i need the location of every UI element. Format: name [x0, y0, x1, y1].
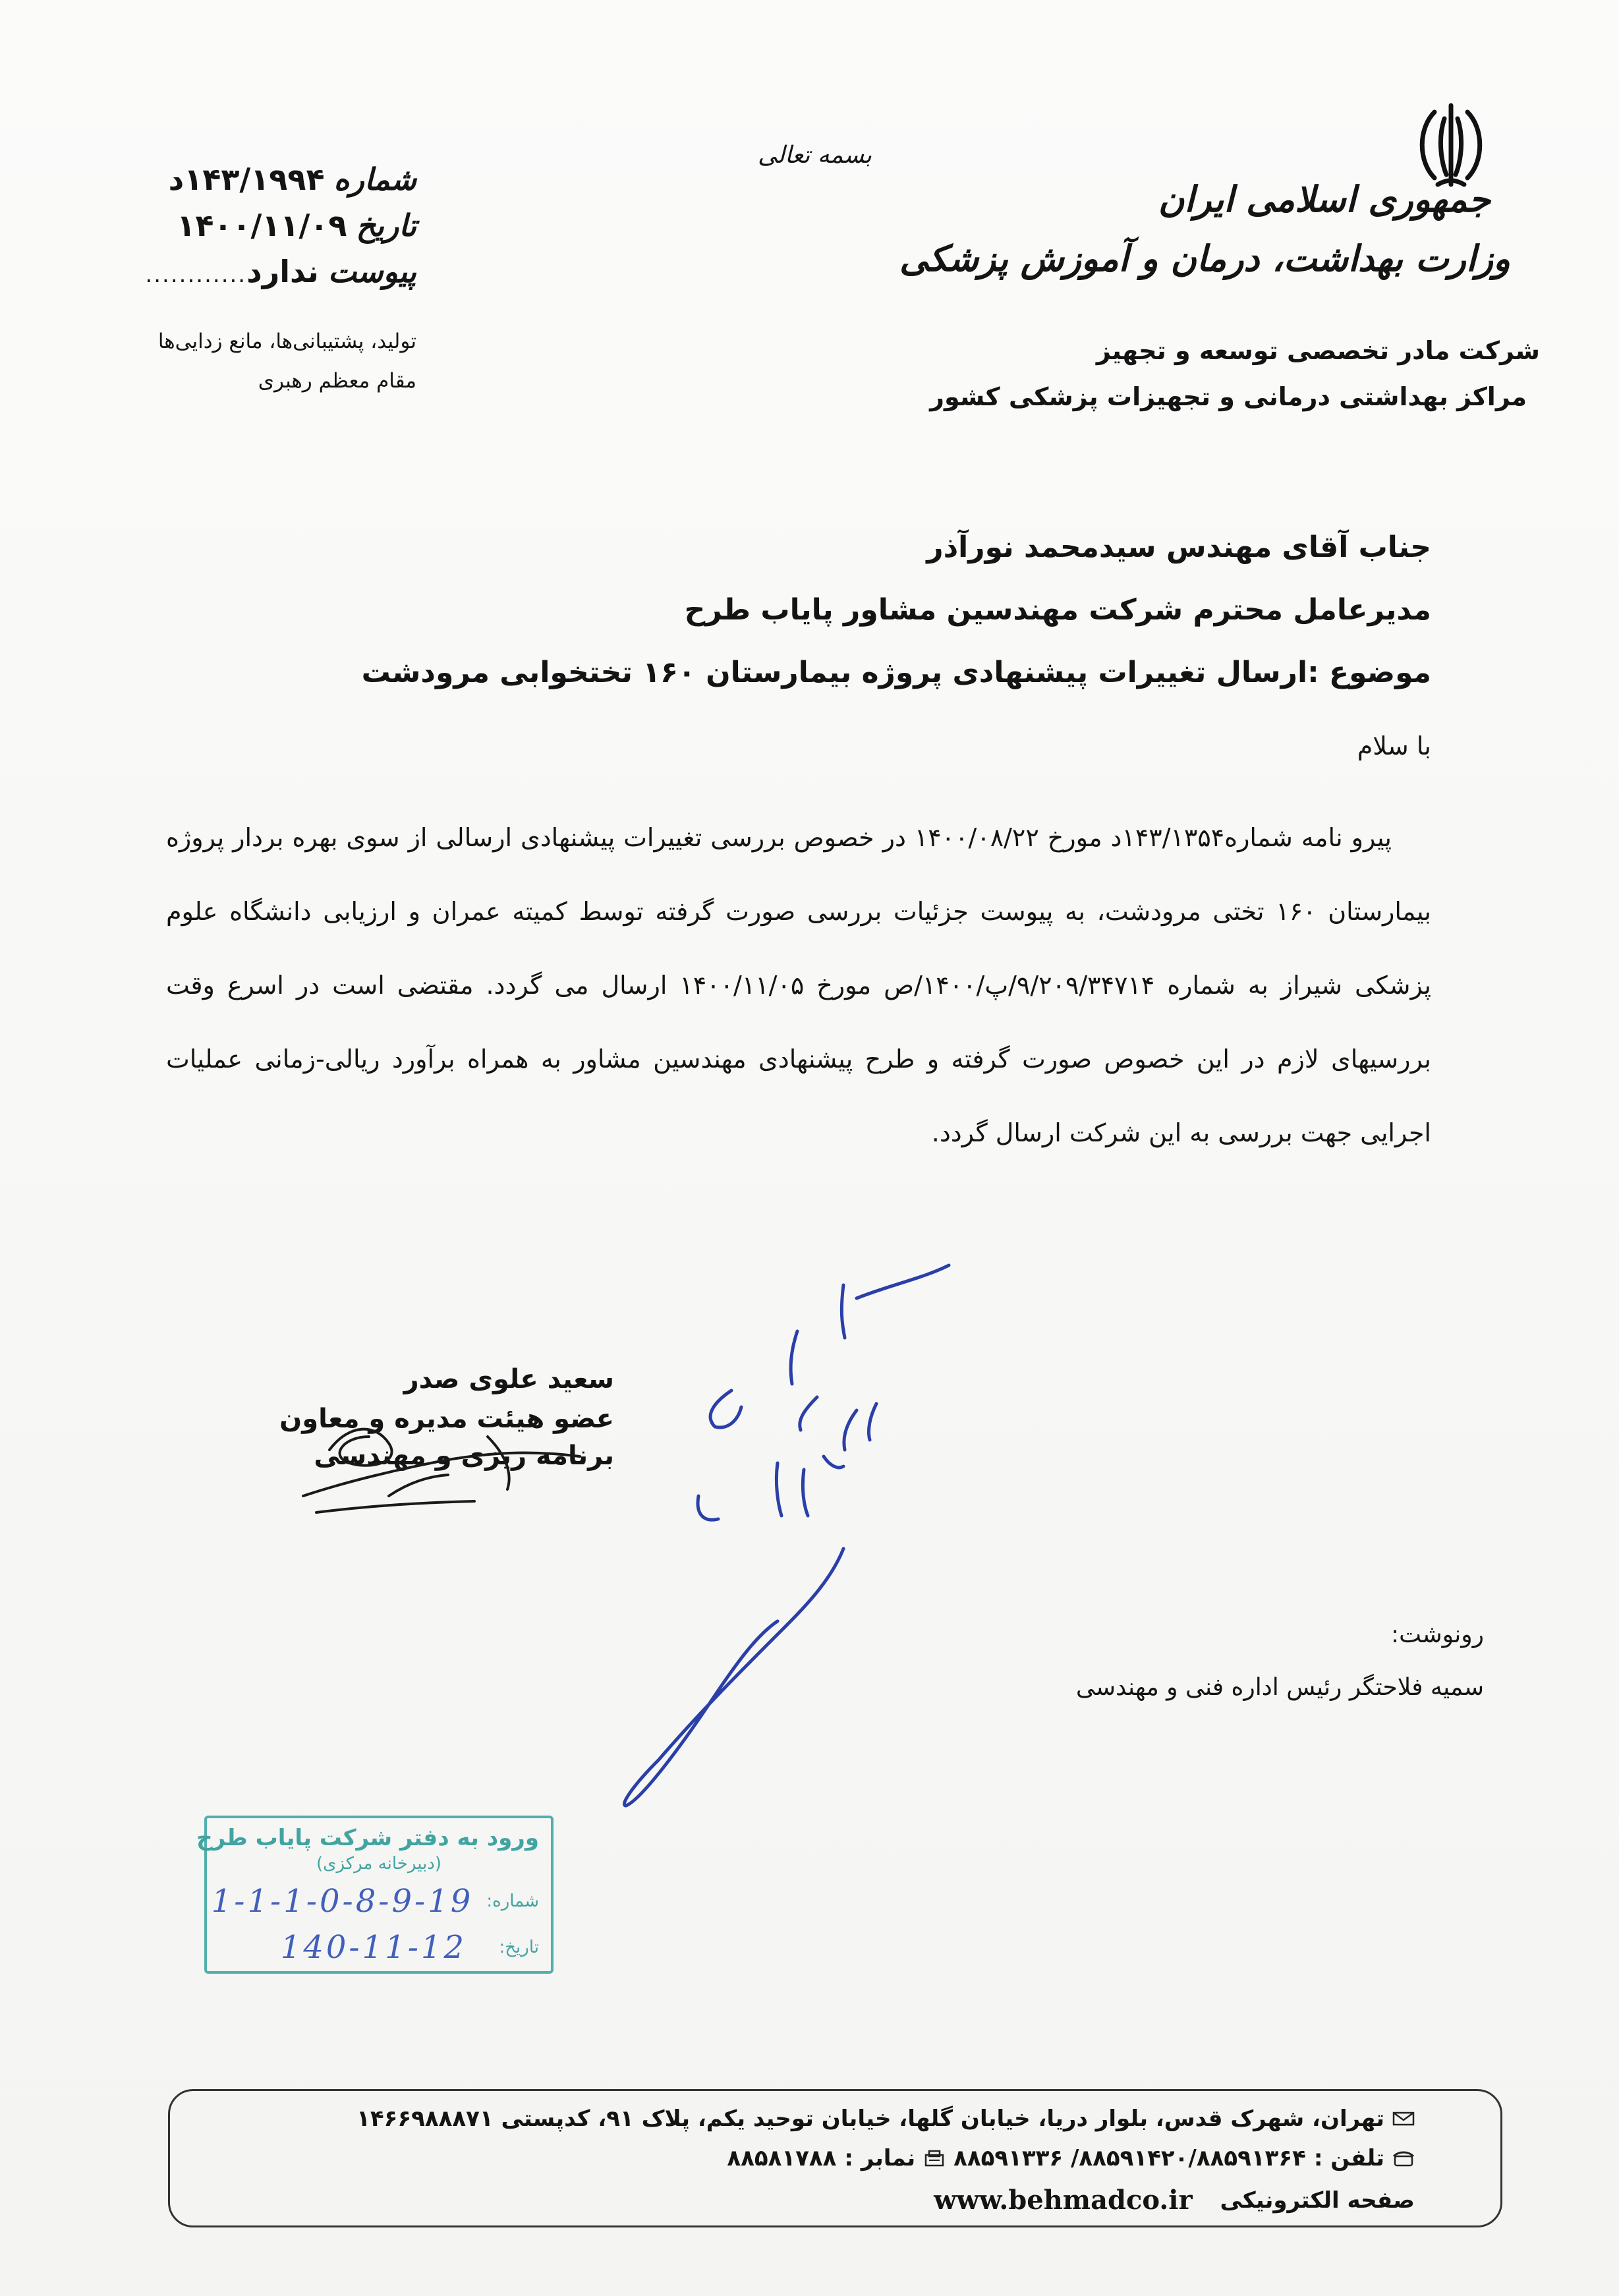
subject: موضوع :ارسال تغییرات پیشنهادی پروژه بیمارستان ۱۶۰ تختخوابی مرودشت [361, 656, 1431, 689]
cc-recipient: سمیه فلاحتگر رئیس اداره فنی و مهندسی [1075, 1674, 1484, 1701]
stamp-title: ورود به دفتر شرکت پایاب طرح [196, 1825, 539, 1851]
number-value: ۱۴۳/۱۹۹۴د [168, 161, 325, 197]
letter-attachment [145, 254, 416, 289]
letter-number [169, 161, 416, 197]
signatory-title: عضو هیئت مدیره و معاون برنامه ریزی و مهندسی [279, 1404, 614, 1471]
stamp-date-label: تاریخ: [499, 1937, 539, 1957]
slogan-line-2: مقام معظم رهبری [258, 369, 416, 393]
signatory-name: سعید علوی صدر [403, 1364, 614, 1394]
greeting: با سلام [1357, 732, 1431, 761]
footer-address-text: تهران، شهرک قدس، بلوار دریا، خیابان گلها، خیابان توحید یکم، پلاک ۹۱، کدپستی ۱۴۶۶۹۸۸۸۷۱ [356, 2106, 1384, 2132]
cc-label: رونوشت: [1390, 1621, 1484, 1648]
number-label: شماره [333, 161, 416, 197]
letter-date [177, 208, 416, 243]
attachment-value: ندارد [246, 254, 319, 289]
fax-icon [923, 2150, 946, 2167]
web-label: صفحه الکترونیکی [1220, 2187, 1415, 2214]
stamp-subtitle: (دبیرخانه مرکزی) [316, 1854, 442, 1874]
handwritten-note-icon [580, 1239, 1041, 1832]
footer-address [356, 2106, 1415, 2132]
footer-web [934, 2185, 1415, 2216]
stamp-date-row [219, 1929, 539, 1966]
ministry-line-2: وزارت بهداشت، درمان و آموزش پزشکی [899, 237, 1510, 279]
fax-value: ۸۸۵۸۱۷۸۸ [727, 2145, 837, 2171]
recipient-position: مدیرعامل محترم شرکت مهندسین مشاور پایاب طرح [684, 593, 1431, 627]
stamp-number-label: شماره: [486, 1891, 539, 1911]
ministry-line-1: جمهوری اسلامی ایران [1158, 178, 1491, 220]
attachment-label: پیوست [327, 254, 416, 289]
phone-icon [1392, 2150, 1415, 2167]
attachment-dots: ............ [145, 262, 247, 288]
recipient: جناب آقای مهندس سیدمحمد نورآذر [926, 531, 1431, 564]
stamp-number-value: 1-1-1-0-8-9-19 [211, 1883, 474, 1920]
stamp-date-value: 140-11-12 [280, 1929, 467, 1966]
footer-contact [727, 2145, 1415, 2171]
letter-body: پیرو نامه شماره۱۴۳/۱۳۵۴د مورخ ۱۴۰۰/۰۸/۲۲ در خصوص بررسی تغییرات پیشنهادی ارسالی از سوی بهره بردار پروژه بیمارستان ۱۶۰ تختی مرودشت، به پیوست جزئیات بررسی صورت گرفته توسط کمیته عمران و ارزیابی دانشگاه علوم پزشکی شیراز به شماره ۹/۲۰۹/۳۴۷۱۴/پ/۱۴۰۰/ص مورخ ۱۴۰۰/۱۱/۰۵ ارسال می گردد. مقتضی است در اسرع وقت بررسیهای لازم در این خصوص صورت گرفته و طرح پیشنهادی مهندسین مشاور به همراه برآورد ریالی-زمانی عملیات اجرایی جهت بررسی به این شرکت ارسال گردد. [166, 823, 1431, 1147]
date-label: تاریخ [356, 208, 416, 243]
fax-label: نمابر : [844, 2145, 916, 2171]
signature-scribble-icon [290, 1397, 606, 1529]
footer-box [168, 2089, 1502, 2227]
receipt-stamp [196, 1816, 554, 1974]
phone-value: ۸۸۵۹۱۴۲۰/۸۸۵۹۱۳۶۴/ ۸۸۵۹۱۳۳۶ [953, 2145, 1306, 2171]
date-value: ۱۴۰۰/۱۱/۰۹ [177, 208, 347, 243]
website-link[interactable]: www.behmadco.ir [934, 2185, 1193, 2216]
org-line-1: شرکت مادر تخصصی توسعه و تجهیز [1096, 336, 1540, 365]
slogan-line-1: تولید، پشتیبانی‌ها، مانع زدایی‌ها [157, 330, 416, 353]
org-line-2: مراکز بهداشتی درمانی و تجهیزات پزشکی کشور [930, 382, 1527, 411]
phone-label: تلفن : [1313, 2145, 1384, 2171]
stamp-number-row [211, 1883, 539, 1920]
envelope-icon [1392, 2110, 1415, 2127]
basmala: بسمه تعالی [758, 142, 872, 169]
